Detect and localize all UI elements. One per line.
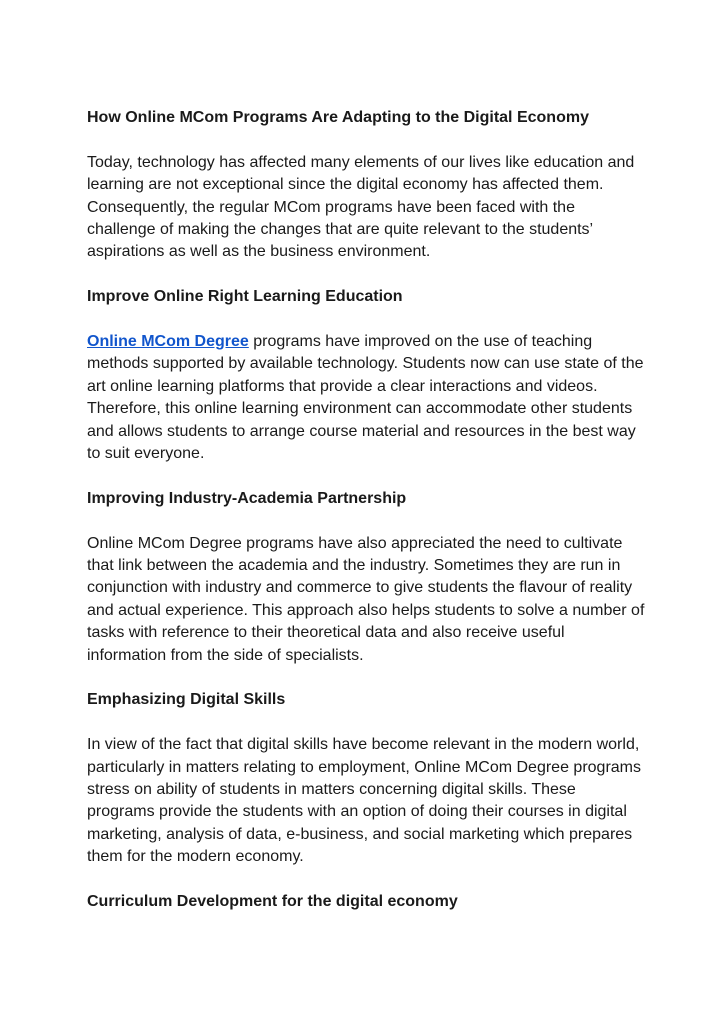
spacer <box>87 869 647 891</box>
online-mcom-degree-link[interactable]: Online MCom Degree <box>87 333 249 351</box>
section-heading-curriculum-development: Curriculum Development for the digital economy <box>87 893 458 911</box>
section-heading-industry-partnership: Improving Industry-Academia Partnership <box>87 489 407 507</box>
intro-paragraph: Today, technology has affected many elements of our lives like education and learning are not exceptional since the digital economy has affected them. Consequently, the regular MCom programs have been faced with the challenge of making the changes that are quite relevant to the students’ aspirations as well as the business environment. <box>87 153 635 261</box>
spacer <box>87 712 647 734</box>
section-heading-learning-education: Improve Online Right Learning Education <box>87 288 403 306</box>
spacer <box>87 264 647 286</box>
spacer <box>87 309 647 331</box>
section-body-text: programs have improved on the use of teaching methods supported by available technology. Students now can use state of the art online learning platforms that provide a clear interactions and videos. Therefore, this online learning environment can accommodate other students and allows students to arrange course material and resources in the best way to suit everyone. <box>87 333 644 463</box>
section-heading-digital-skills: Emphasizing Digital Skills <box>87 691 286 709</box>
document-page <box>87 107 647 914</box>
spacer <box>87 667 647 689</box>
section-paragraph-industry-partnership: Online MCom Degree programs have also appreciated the need to cultivate that link between the academia and the industry. Sometimes they are run in conjunction with industry and commerce to give students the flavour of reality and actual experience. This approach also helps students to solve a number of tasks with reference to their theoretical data and also receive useful information from the side of specialists. <box>87 534 645 664</box>
document-title: How Online MCom Programs Are Adapting to the Digital Economy <box>87 109 589 126</box>
spacer <box>87 510 647 532</box>
spacer <box>87 129 647 151</box>
spacer <box>87 465 647 487</box>
section-paragraph-digital-skills: In view of the fact that digital skills have become relevant in the modern world, particularly in matters relating to employment, Online MCom Degree programs stress on ability of students in matters concerning digital skills. These programs provide the students with an option of doing their courses in digital marketing, analysis of data, e-business, and social marketing which prepares them for the modern economy. <box>87 736 641 866</box>
section-paragraph-learning-education <box>87 331 647 465</box>
